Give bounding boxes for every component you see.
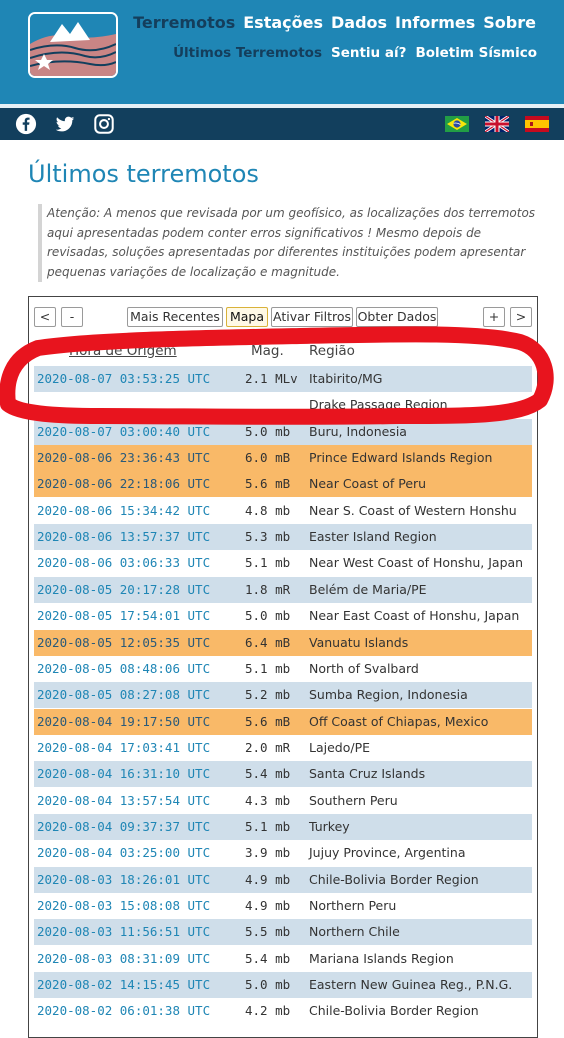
page-title: Últimos terremotos [28,160,259,188]
notice-text: Atenção: A menos que revisada por um geofísico, as localizações dos terremotos aqui apresentadas podem conter erros significativos ! Mesmo depois de revisadas, soluções apresentadas por diferentes instituições podem apresentar pequenas variações de localização e magnitude. [38,204,545,282]
origin-time[interactable]: 2020-08-06 13:57:37 UTC [37,529,211,545]
origin-time[interactable]: 2020-08-06 03:06:33 UTC [37,555,211,571]
table-row[interactable] [34,840,532,866]
table-row[interactable] [34,392,532,418]
magnitude: 5.4 mb [245,950,291,966]
nav-informes[interactable]: Informes [395,13,476,32]
region-name: Drake Passage Region [309,397,448,413]
magnitude: 5.3 mb [245,529,291,545]
magnitude: 4.2 mb [245,1003,291,1019]
region-name: Southern Peru [309,792,398,808]
table-row[interactable] [34,919,532,945]
region-name: Mariana Islands Region [309,950,454,966]
region-name: Santa Cruz Islands [309,766,426,782]
table-row[interactable] [34,550,532,576]
nav-sobre[interactable]: Sobre [483,13,536,32]
origin-time[interactable]: 2020-08-07 03:00:40 UTC [37,423,211,439]
region-name: North of Svalbard [309,660,419,676]
magnitude: 6.0 mB [245,450,291,466]
magnitude: 5.2 mb [245,687,291,703]
origin-time[interactable]: 2020-08-05 08:48:06 UTC [37,660,211,676]
region-name: Near West Coast of Honshu, Japan [309,555,524,571]
origin-time[interactable]: 2020-08-05 17:54:01 UTC [37,608,211,624]
region-name: Sumba Region, Indonesia [309,687,468,703]
region-name: Near S. Coast of Western Honshu [309,502,517,518]
origin-time[interactable]: 2020-08-04 09:37:37 UTC [37,818,211,834]
nav-estacoes[interactable]: Estações [243,13,323,32]
nav-terremotos[interactable]: Terremotos [133,13,236,32]
table-row[interactable] [34,761,532,787]
origin-time[interactable]: 2020-08-03 15:08:08 UTC [37,898,211,913]
origin-time[interactable]: 2020-08-05 12:05:35 UTC [37,634,211,650]
table-row[interactable] [34,471,532,497]
table-row[interactable] [34,735,532,761]
zoom-in-button[interactable]: + [483,307,505,327]
earthquake-table [28,296,538,1038]
region-name: Chile-Bolivia Border Region [309,1003,479,1019]
site-logo[interactable] [28,12,118,78]
facebook-icon[interactable] [15,113,37,135]
origin-time[interactable]: 2020-08-05 08:27:08 UTC [37,687,211,703]
magnitude: 2.0 mR [245,739,291,755]
region-name: Easter Island Region [309,529,437,545]
magnitude: 5.0 mb [245,977,291,993]
magnitude: 5.6 mB [245,476,291,492]
origin-time[interactable]: 2020-08-04 16:31:10 UTC [37,766,211,782]
table-row[interactable] [34,998,532,1024]
table-row[interactable] [34,893,532,919]
zoom-out-button[interactable]: - [61,307,83,327]
origin-time[interactable]: 2020-08-06 15:34:42 UTC [37,502,211,518]
social-bar [0,108,564,140]
origin-time[interactable]: 2020-08-03 18:26:01 UTC [37,871,211,887]
magnitude: 5.5 mb [245,924,291,940]
origin-time[interactable]: 2020-08-02 06:01:38 UTC [37,1003,211,1019]
table-row[interactable] [34,709,532,735]
magnitude: 6.4 mB [245,634,291,650]
origin-time[interactable]: 2020-08-04 03:25:00 UTC [37,845,211,861]
table-row[interactable] [34,524,532,550]
magnitude: 4.9 mb [245,871,291,887]
region-name: Near Coast of Peru [309,476,427,492]
table-row[interactable] [34,366,532,392]
region-name: Eastern New Guinea Reg., P.N.G. [309,977,513,993]
magnitude: 4.9 mb [245,898,291,913]
region-name: Jujuy Province, Argentina [309,845,466,861]
magnitude: 5.1 mb [245,555,291,571]
table-row[interactable] [34,577,532,603]
twitter-icon[interactable] [54,113,76,135]
nav-boletim-sismico[interactable]: Boletim Sísmico [415,45,537,61]
nav-dados[interactable]: Dados [331,13,388,32]
table-row[interactable] [34,498,532,524]
region-name: Lajedo/PE [309,739,371,755]
region-name: Off Coast of Chiapas, Mexico [309,713,489,729]
next-button[interactable]: > [510,307,532,327]
origin-time[interactable]: 2020-08-02 14:15:45 UTC [37,977,211,993]
region-name: Northern Peru [309,898,397,913]
table-row[interactable] [34,603,532,629]
magnitude: 4.3 mb [245,792,291,808]
origin-time[interactable]: 2020-08-06 23:36:43 UTC [37,450,211,466]
column-region[interactable]: Região [309,343,355,359]
table-row[interactable] [34,972,532,998]
most-recent-button[interactable]: Mais Recentes [127,307,223,327]
table-row[interactable] [34,946,532,972]
column-mag[interactable]: Mag. [251,343,284,359]
magnitude: 1.8 mR [245,581,291,597]
origin-time[interactable]: 2020-08-04 19:17:50 UTC [37,713,211,729]
region-name: Vanuatu Islands [309,634,409,650]
region-name: Prince Edward Islands Region [309,450,493,466]
table-row[interactable] [34,788,532,814]
magnitude: 5.1 mb [245,660,291,676]
table-row[interactable] [34,445,532,471]
origin-time[interactable]: 2020-08-05 20:17:28 UTC [37,581,211,597]
origin-time[interactable]: 2020-08-07 03:53:25 UTC [37,371,211,386]
magnitude: 4.8 mb [245,502,291,518]
column-time[interactable]: Hora de Origem [69,343,177,359]
region-name: Turkey [309,818,350,834]
magnitude: 5.0 mb [245,608,291,624]
main-nav [133,13,536,32]
region-name: Near East Coast of Honshu, Japan [309,608,520,624]
region-name: Itabirito/MG [309,371,383,386]
magnitude: 5.6 mB [245,713,291,729]
spain-flag-icon[interactable] [525,116,549,132]
magnitude: 5.1 mb [245,818,291,834]
origin-time[interactable]: 2020-08-03 08:31:09 UTC [37,950,211,966]
origin-time[interactable]: 2020-08-04 13:57:54 UTC [37,792,211,808]
magnitude: 2.1 MLv [245,371,298,386]
table-row[interactable] [34,630,532,656]
brazil-flag-icon[interactable] [445,116,469,132]
filters-button[interactable]: Ativar Filtros [271,307,353,327]
instagram-icon[interactable] [93,113,115,135]
nav-ultimos-terremotos[interactable]: Últimos Terremotos [173,45,322,61]
region-name: Belém de Maria/PE [309,581,427,597]
table-row[interactable] [34,656,532,682]
magnitude: 5.4 mb [245,766,291,782]
region-name: Chile-Bolivia Border Region [309,871,479,887]
region-name: Buru, Indonesia [309,423,407,439]
magnitude: 3.9 mb [245,845,291,861]
region-name: Northern Chile [309,924,400,940]
table-row[interactable] [34,867,532,893]
map-button[interactable]: Mapa [226,307,268,327]
prev-button[interactable]: < [34,307,56,327]
sub-nav [173,45,537,61]
table-row[interactable] [34,682,532,708]
uk-flag-icon[interactable] [485,116,509,132]
get-data-button[interactable]: Obter Dados [356,307,438,327]
table-row[interactable] [34,419,532,445]
table-row[interactable] [34,814,532,840]
origin-time[interactable]: 2020-08-04 17:03:41 UTC [37,739,211,755]
nav-sentiu-ai[interactable]: Sentiu aí? [330,45,407,61]
origin-time[interactable]: 2020-08-03 11:56:51 UTC [37,924,211,940]
site-header [0,0,564,104]
origin-time[interactable]: 2020-08-06 22:18:06 UTC [37,476,211,492]
magnitude: 5.0 mb [245,423,291,439]
